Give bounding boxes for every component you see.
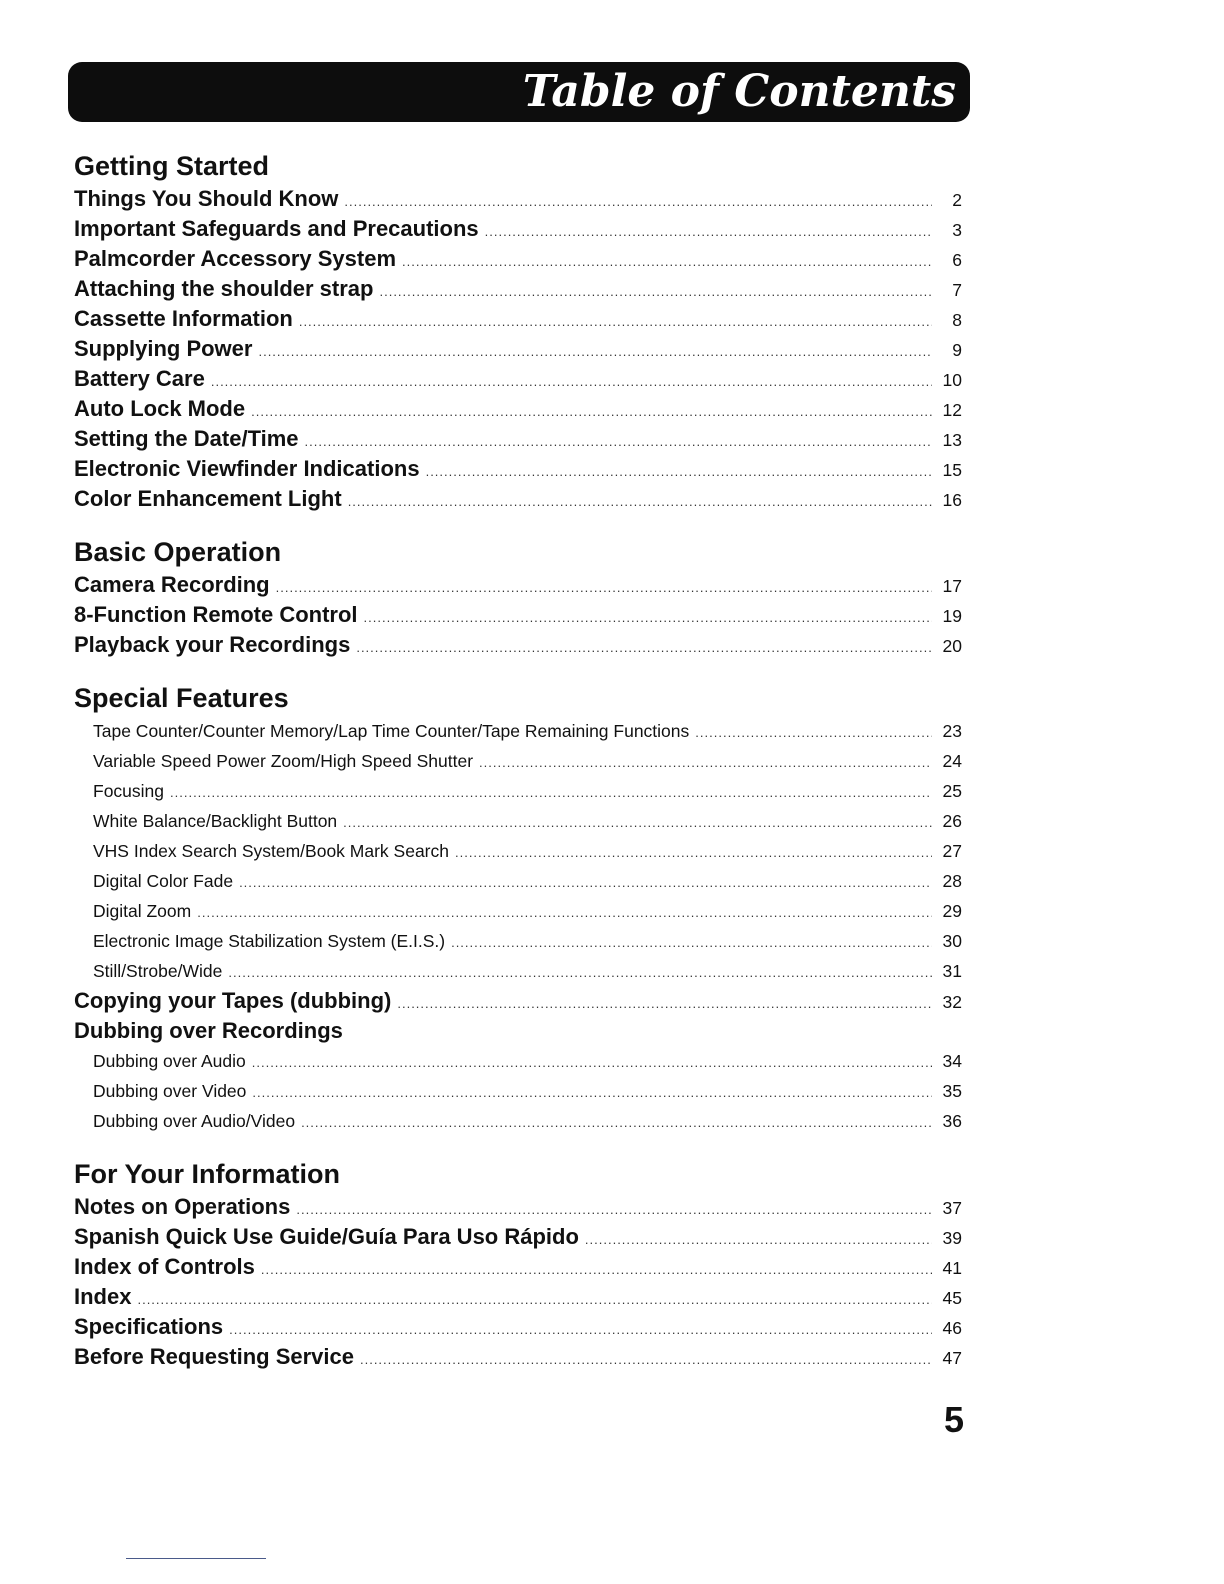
dot-leader	[397, 989, 932, 1019]
toc-entry-title: Setting the Date/Time	[74, 426, 299, 451]
toc-entry-title: Dubbing over Video	[93, 1081, 247, 1101]
toc-entry[interactable]	[74, 454, 962, 484]
dot-leader	[299, 307, 932, 337]
toc-entry-page: 32	[942, 992, 962, 1012]
toc-entry[interactable]	[74, 274, 962, 304]
dot-leader	[137, 1285, 932, 1315]
dot-leader	[364, 603, 932, 633]
toc-entry-title: Still/Strobe/Wide	[93, 961, 223, 981]
toc-entry-page: 13	[942, 430, 962, 450]
dot-leader	[348, 487, 932, 517]
toc-subentry[interactable]	[74, 836, 962, 866]
toc-entry-page: 23	[942, 721, 962, 741]
toc-entry-title: Notes on Operations	[74, 1194, 291, 1219]
toc-entry[interactable]	[74, 986, 962, 1016]
toc-entry-page: 8	[952, 310, 962, 330]
dot-leader	[252, 1078, 932, 1108]
toc-entry-title: Dubbing over Audio	[93, 1051, 246, 1071]
toc-entry-page: 28	[942, 871, 962, 891]
toc-entry-page: 20	[942, 636, 962, 656]
toc-entry-title: Copying your Tapes (dubbing)	[74, 988, 392, 1013]
dot-leader	[301, 1108, 932, 1138]
dot-leader	[485, 217, 932, 247]
toc-entry-page: 31	[942, 961, 962, 981]
section-heading-special-features: Special Features	[74, 683, 289, 713]
toc-entry-page: 12	[942, 400, 962, 420]
toc-entry-title: Important Safeguards and Precautions	[74, 216, 479, 241]
dot-leader	[239, 868, 932, 898]
dot-leader	[695, 718, 932, 748]
toc-entry-title: Supplying Power	[74, 336, 253, 361]
toc-entry[interactable]	[74, 630, 962, 660]
dot-leader	[251, 397, 932, 427]
toc-entry-title: Before Requesting Service	[74, 1344, 354, 1369]
toc-subentry[interactable]	[74, 1076, 962, 1106]
page-title: Table of Contents	[522, 66, 956, 117]
toc-subentry[interactable]	[74, 866, 962, 896]
toc-entry[interactable]	[74, 1252, 962, 1282]
toc-entry-title: Tape Counter/Counter Memory/Lap Time Counter/Tape Remaining Functions	[93, 721, 690, 741]
toc-entry-page: 25	[942, 781, 962, 801]
section-spacer	[74, 514, 962, 534]
toc-entry[interactable]	[74, 600, 962, 630]
toc-entry[interactable]	[74, 394, 962, 424]
toc-entry-title: Battery Care	[74, 366, 205, 391]
toc-entry[interactable]	[74, 214, 962, 244]
dot-leader	[451, 928, 932, 958]
section-spacer	[74, 660, 962, 680]
toc-subentry[interactable]	[74, 746, 962, 776]
toc-entry-page: 3	[952, 220, 962, 240]
toc-entry-title: Attaching the shoulder strap	[74, 276, 374, 301]
footer-rule	[126, 1558, 266, 1559]
toc-subentry[interactable]	[74, 926, 962, 956]
section-spacer	[74, 1136, 962, 1156]
section-heading-getting-started: Getting Started	[74, 151, 270, 181]
toc-entry[interactable]	[74, 244, 962, 274]
dot-leader	[402, 247, 932, 277]
toc-entry-page: 27	[942, 841, 962, 861]
toc-entry-page: 30	[942, 931, 962, 951]
dot-leader	[211, 367, 932, 397]
section-heading-basic-operation: Basic Operation	[74, 537, 282, 567]
toc-entry-page: 45	[942, 1288, 962, 1308]
dot-leader	[276, 573, 932, 603]
dot-leader	[252, 1048, 932, 1078]
toc-entry-page: 7	[952, 280, 962, 300]
toc-entry-page: 46	[942, 1318, 962, 1338]
dot-leader	[229, 1315, 932, 1345]
section-heading-for-your-information: For Your Information	[74, 1159, 340, 1189]
toc-entry-page: 15	[942, 460, 962, 480]
dot-leader	[360, 1345, 932, 1375]
toc-entry-title: Dubbing over Audio/Video	[93, 1111, 296, 1131]
toc-entry[interactable]	[74, 1282, 962, 1312]
toc-entry-title: Electronic Viewfinder Indications	[74, 456, 420, 481]
dot-leader	[379, 277, 932, 307]
dot-leader	[296, 1195, 932, 1225]
toc-entry[interactable]	[74, 570, 962, 600]
toc-subheading-dubbing[interactable]	[74, 1016, 962, 1046]
dot-leader	[228, 958, 932, 988]
toc-entry[interactable]	[74, 334, 962, 364]
toc-entry-title: Index of Controls	[74, 1254, 255, 1279]
toc-entry-page: 17	[942, 576, 962, 596]
toc-entry-title: Auto Lock Mode	[74, 396, 246, 421]
dot-leader	[585, 1225, 932, 1255]
dot-leader	[455, 838, 932, 868]
toc-entry-title: VHS Index Search System/Book Mark Search	[93, 841, 449, 861]
toc-subentry[interactable]	[74, 1046, 962, 1076]
toc-entry-title: Color Enhancement Light	[74, 486, 342, 511]
toc-entry-title: Cassette Information	[74, 306, 293, 331]
toc-entry-page: 29	[942, 901, 962, 921]
toc-subentry[interactable]	[74, 806, 962, 836]
toc-entry-page: 16	[942, 490, 962, 510]
toc-entry-page: 35	[942, 1081, 962, 1101]
dot-leader	[479, 748, 932, 778]
toc-entry[interactable]	[74, 424, 962, 454]
toc-entry-title: Focusing	[93, 781, 165, 801]
page-number: 5	[944, 1399, 965, 1440]
toc-entry-title: White Balance/Backlight Button	[93, 811, 338, 831]
toc-entry[interactable]	[74, 1342, 962, 1372]
dot-leader	[258, 337, 932, 367]
toc-entry-page: 39	[942, 1228, 962, 1248]
dot-leader	[305, 427, 932, 457]
toc-entry-title: Things You Should Know	[74, 186, 339, 211]
toc-entry-page: 34	[942, 1051, 962, 1071]
toc-entry[interactable]	[74, 184, 962, 214]
toc-subentry[interactable]	[74, 956, 962, 986]
toc-entry-page: 24	[942, 751, 962, 771]
toc-entry-page: 47	[942, 1348, 962, 1368]
dot-leader	[426, 457, 932, 487]
toc-entry-page: 19	[942, 606, 962, 626]
toc-entry-page: 41	[942, 1258, 962, 1278]
dot-leader	[261, 1255, 932, 1285]
toc-entry-title: Camera Recording	[74, 572, 270, 597]
toc-entry-title: Electronic Image Stabilization System (E.I.S.)	[93, 931, 446, 951]
toc-subentry[interactable]	[74, 896, 962, 926]
toc-entry[interactable]	[74, 1192, 962, 1222]
toc-entry[interactable]	[74, 364, 962, 394]
toc-entry-title: Dubbing over Recordings	[74, 1018, 343, 1043]
toc-entry-page: 37	[942, 1198, 962, 1218]
title-banner	[68, 62, 970, 122]
toc-entry[interactable]	[74, 304, 962, 334]
toc-entry-title: Spanish Quick Use Guide/Guía Para Uso Rápido	[74, 1224, 579, 1249]
toc-entry[interactable]	[74, 484, 962, 514]
toc-subentry[interactable]	[74, 1106, 962, 1136]
toc-entry-title: Variable Speed Power Zoom/High Speed Shutter	[93, 751, 474, 771]
toc-entry-page: 9	[952, 340, 962, 360]
toc-entry-title: Playback your Recordings	[74, 632, 351, 657]
dot-leader	[197, 898, 932, 928]
dot-leader	[356, 633, 932, 663]
dot-leader	[344, 187, 932, 217]
toc-entry-page: 6	[952, 250, 962, 270]
dot-leader	[343, 808, 932, 838]
toc-entry-title: Index	[74, 1284, 132, 1309]
toc-entry-title: Digital Zoom	[93, 901, 192, 921]
toc-subentry[interactable]	[74, 716, 962, 746]
toc-entry[interactable]	[74, 1312, 962, 1342]
toc-entry-page: 2	[952, 190, 962, 210]
toc-entry-title: Palmcorder Accessory System	[74, 246, 397, 271]
toc-entry-title: 8-Function Remote Control	[74, 602, 358, 627]
toc-entry-title: Specifications	[74, 1314, 224, 1339]
toc-subentry[interactable]	[74, 776, 962, 806]
toc-entry-page: 10	[942, 370, 962, 390]
toc-entry-page: 36	[942, 1111, 962, 1131]
table-of-contents	[74, 148, 962, 1372]
toc-entry-title: Digital Color Fade	[93, 871, 234, 891]
dot-leader	[170, 778, 932, 808]
toc-entry-page: 26	[942, 811, 962, 831]
toc-entry[interactable]	[74, 1222, 962, 1252]
